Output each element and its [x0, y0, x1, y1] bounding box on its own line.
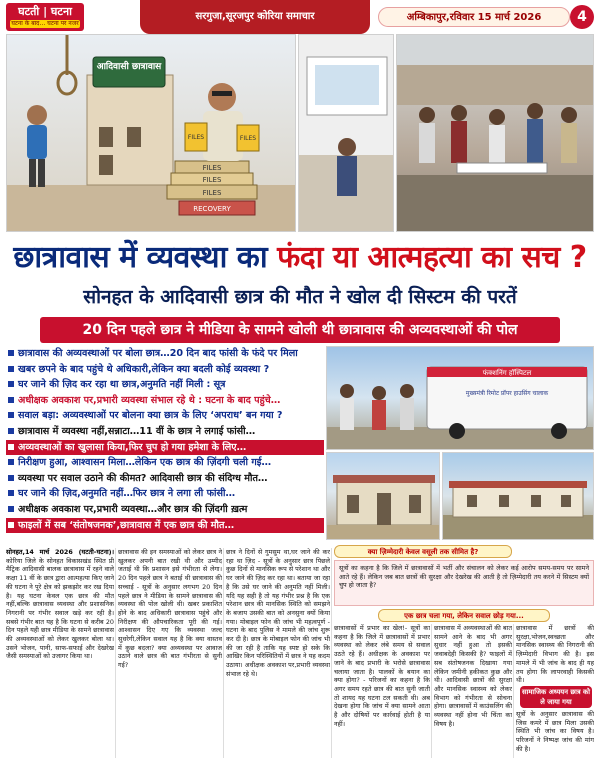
dateline: अम्बिकापुर,रविवार 15 मार्च 2026	[378, 7, 570, 27]
column-divider	[223, 548, 224, 758]
newspaper-logo[interactable]	[6, 3, 84, 31]
highlights-list	[6, 346, 324, 533]
article-column-1	[6, 548, 114, 758]
logo-title: घटती | घटना	[18, 5, 72, 18]
box-heading-2: एक छात्र चला गया, लेकिन सवाल छोड़ गया...	[378, 609, 550, 622]
headline-part1: छात्रावास में व्यवस्था का	[13, 240, 278, 275]
hostel-campus-svg	[443, 453, 594, 540]
highlight-box: सूत्रों का कहना है कि जिले में छात्रावासों में भर्ती और संचालन को लेकर कई आरोप समय-समय पर सामने आते रहे हैं। लेकिन जब बात छात्रों की सुरक्षा और देखरेख की आती है तो ज़िम्मेदारी तय करने में सिस्टम क्यों चुप हो जाता है?	[334, 560, 594, 606]
hostel-building-svg	[327, 453, 440, 540]
column-divider	[331, 548, 332, 758]
highlight-bullet: फाइलों में सब ‘संतोषजनक’,छात्रावास में एक छात्र की मौत…	[6, 518, 324, 534]
file-label: FILES	[187, 134, 205, 141]
highlight-bullet: अधीक्षक अवकाश पर,प्रभारी व्यवस्था संभाल रहे थे : घटना के बाद पहुंचे…	[6, 393, 324, 409]
highlight-bullet: निरीक्षण हुआ, आश्वासन मिला…लेकिन एक छात्र की ज़िंदगी चली गई…	[6, 455, 324, 471]
column-divider	[115, 548, 116, 758]
highlight-bullet: व्यवस्था पर सवाल उठाने की कीमत? आदिवासी छात्र की संदिग्ध मौत…	[6, 471, 324, 487]
photo-hostel-interior	[298, 34, 394, 232]
ambulance-svg	[327, 347, 594, 450]
highlight-bullet: घर जाने की ज़िद,अनुमति नहीं…फिर छात्र ने लगा ली फांसी…	[6, 486, 324, 502]
strap-headline: 20 दिन पहले छात्र ने मीडिया के सामने खोली थी छात्रावास की अव्यवस्थाओं की पोल	[40, 317, 560, 343]
article-column-3: छात्र ने दिनों से गुमसुम था,घर जाने की कर रहा था ज़िद - सूत्रों के अनुसार छात्र पिछले कुछ दिनों से मानसिक रूप से परेशान था और घर जाने की ज़िद कर रहा था। बताया जा रहा है कि उसे घर जाने की अनुमति नहीं मिली। यदि यह सही है तो यह गंभीर प्रश्न है कि एक परेशान छात्र की मानसिक स्थिति को समझने के बजाय उसकी बात को अनसुना क्यों किया गया। मोबाइल फोन की जांच भी महत्वपूर्ण - घटना के बाद पुलिस ने मामले की जांच शुरू कर दी है। छात्र के मोबाइल फोन की जांच भी की जा रही है ताकि यह स्पष्ट हो सके कि आखिर किन परिस्थितियों में छात्र ने यह कदम उठाया। अधीक्षक अवकाश पर,प्रभारी व्यवस्था संभाल रहे थे।	[226, 548, 330, 678]
column-divider	[431, 624, 432, 758]
article-column-6: छात्रावास में छात्रों की सुरक्षा,भोजन,स्वच्छता और मानसिक स्वास्थ्य की निगरानी की ज़िम्मेदारी विभाग की है। इस मामले में भी जांच के बाद ही यह तय होगा कि लापरवाही किसकी थी।	[516, 624, 594, 684]
photo-crowd-stretcher	[396, 34, 594, 232]
article-column-4: छात्रावासों में प्रभार का खेल!- सूत्रों का कहना है कि जिले में छात्रावासों में प्रभार व्यवस्था को लेकर लंबे समय से सवाल उठते रहे हैं। अधीक्षक के अवकाश पर जाने के बाद प्रभारी के भरोसे छात्रावास चलाया जाता है। पालकों के बयान का क्या होगा? - परिजनों का कहना है कि अगर समय रहते छात्र की बात सुनी जाती तो शायद यह घटना टल सकती थी। अब देखना होगा कि जांच में क्या सामने आता है और दोषियों पर कार्रवाई होती है या नहीं।	[334, 624, 430, 728]
article-dateline: सोनहत,14 मार्च 2026 (घटती-घटना)।	[6, 548, 114, 556]
hostel-sign-line1: आदिवासी छात्रावास	[96, 62, 162, 72]
main-headline	[0, 236, 600, 280]
logo-tagline: घटना के बाद… घटना पर नजर	[11, 20, 79, 27]
headline-part2: फंदा या आत्महत्या का सच ?	[277, 240, 587, 275]
photo-ambulance	[326, 346, 594, 450]
article-text: कोरिया जिले के सोनहत विकासखंड स्थित प्री मैट्रिक आदिवासी बालक छात्रावास में रहने वाले कक्षा 11 वीं के छात्र द्वारा आत्महत्या किए जाने की घटना ने पूरे क्षेत्र को झकझोर कर रख दिया है। यह घटना केवल एक छात्र की मौत नहीं,बल्कि छात्रावास व्यवस्था और प्रशासनिक निगरानी पर गंभीर सवाल खड़े कर रही है। सबसे गंभीर बात यह है कि घटना से करीब 20 दिन पहले यही छात्र मीडिया के सामने छात्रावास की अव्यवस्थाओं को लेकर खुलकर बोला था। उसने भोजन, पानी, साफ-सफाई और देखरेख जैसी समस्याओं को उजागर किया था।	[6, 556, 114, 661]
box-heading: क्या ज़िम्मेदारी केवल वसूली तक सीमित है?	[334, 545, 512, 558]
illustration-hostel-files	[6, 34, 296, 232]
file-label: FILES	[202, 189, 222, 197]
sub-headline: सोनहत के आदिवासी छात्र की मौत ने खोल दी सिस्टम की परतें	[83, 286, 517, 308]
page-number: 4	[570, 5, 594, 29]
file-label: FILES	[202, 176, 222, 184]
highlight-bullet: अधीक्षक अवकाश पर,प्रभारी व्यवस्था…और छात्र की ज़िंदगी ख़त्म	[6, 502, 324, 518]
file-label-recovery: RECOVERY	[193, 205, 231, 213]
ambulance-sign: फंक्शनिंग हॉस्पिटल	[482, 369, 532, 377]
highlight-bullet: खबर छपने के बाद पहुंचे थे अधिकारी,लेकिन क्या बदली कोई व्यवस्था ?	[6, 362, 324, 378]
file-label: FILES	[202, 164, 222, 172]
crowd-svg	[397, 35, 594, 232]
article-column-6-tail: सूत्रों के अनुसार छात्रावास की जिस कमरे में छात्र मिला उसकी स्थिति भी जांच का विषय है। परिजनों ने निष्पक्ष जांच की मांग की है।	[516, 710, 594, 753]
edition-banner: सरगुजा,सूरजपुर कोरिया समाचार	[140, 0, 370, 34]
ambulance-sub: मुख्यमंत्री रिमोट प्रॉपर हाउसिंग चालाक	[465, 390, 549, 397]
highlight-bullet: छात्रावास की अव्यवस्थाओं पर बोला छात्र…20 दिन बाद फांसी के फंदे पर मिला	[6, 346, 324, 362]
photo-hostel-campus	[442, 452, 594, 540]
highlight-bullet: छात्रावास में व्यवस्था नहीं,सन्नाटा…11 वीं के छात्र ने लगाई फांसी…	[6, 424, 324, 440]
interior-svg	[299, 35, 394, 232]
file-label: FILES	[239, 135, 257, 142]
article-column-5: छात्रावास में अव्यवस्थाओं की बात सामने आने के बाद भी अगर सुधार नहीं हुआ तो इसकी जवाबदेही किसकी है? फाइलों में सब संतोषजनक दिखाया गया लेकिन जमीनी हकीकत कुछ और थी। आदिवासी छात्रों की सुरक्षा और मानसिक स्वास्थ्य को लेकर विभाग को गंभीरता से सोचना होगा। छात्रावासों में काउंसलिंग की व्यवस्था नहीं होना भी चिंता का विषय है।	[434, 624, 512, 728]
illustration-svg	[7, 35, 296, 232]
masthead	[0, 0, 600, 34]
highlight-bullet: घर जाने की ज़िद कर रहा था छात्र,अनुमति नहीं मिली : सूत्र	[6, 377, 324, 393]
highlight-bullet: अव्यवस्थाओं का खुलासा किया,फिर चुप हो गया हमेशा के लिए…	[6, 440, 324, 456]
side-badge: सामाजिक अध्ययन छात्र को ले जाया गया	[520, 686, 592, 708]
article-column-2: छात्रावास की इन समस्याओं को लेकर छात्र ने खुलकर अपनी बात रखी थी और उम्मीद जताई थी कि प्रशासन इसे गंभीरता से लेगा। 20 दिन पहले छात्र ने बताई थी छात्रावास की सच्चाई - सूत्रों के अनुसार लगभग 20 दिन पहले छात्र ने मीडिया के सामने छात्रावास की व्यवस्था की पोल खोली थी। खबर प्रकाशित होने के बाद अधिकारी छात्रावास पहुंचे और निरीक्षण की औपचारिकता पूरी की गई। आश्वासन दिए गए कि व्यवस्था जल्द सुधरेगी,लेकिन सवाल यह है कि क्या वास्तव में कुछ बदला? क्या अव्यवस्था पर आवाज उठाने वाले छात्र की बात गंभीरता से सुनी गई?	[118, 548, 222, 670]
highlight-bullet: सवाल बड़ा: अव्यवस्थाओं पर बोलना क्या छात्र के लिए ‘अपराध’ बन गया ?	[6, 408, 324, 424]
column-divider	[513, 624, 514, 758]
photo-hostel-building	[326, 452, 440, 540]
